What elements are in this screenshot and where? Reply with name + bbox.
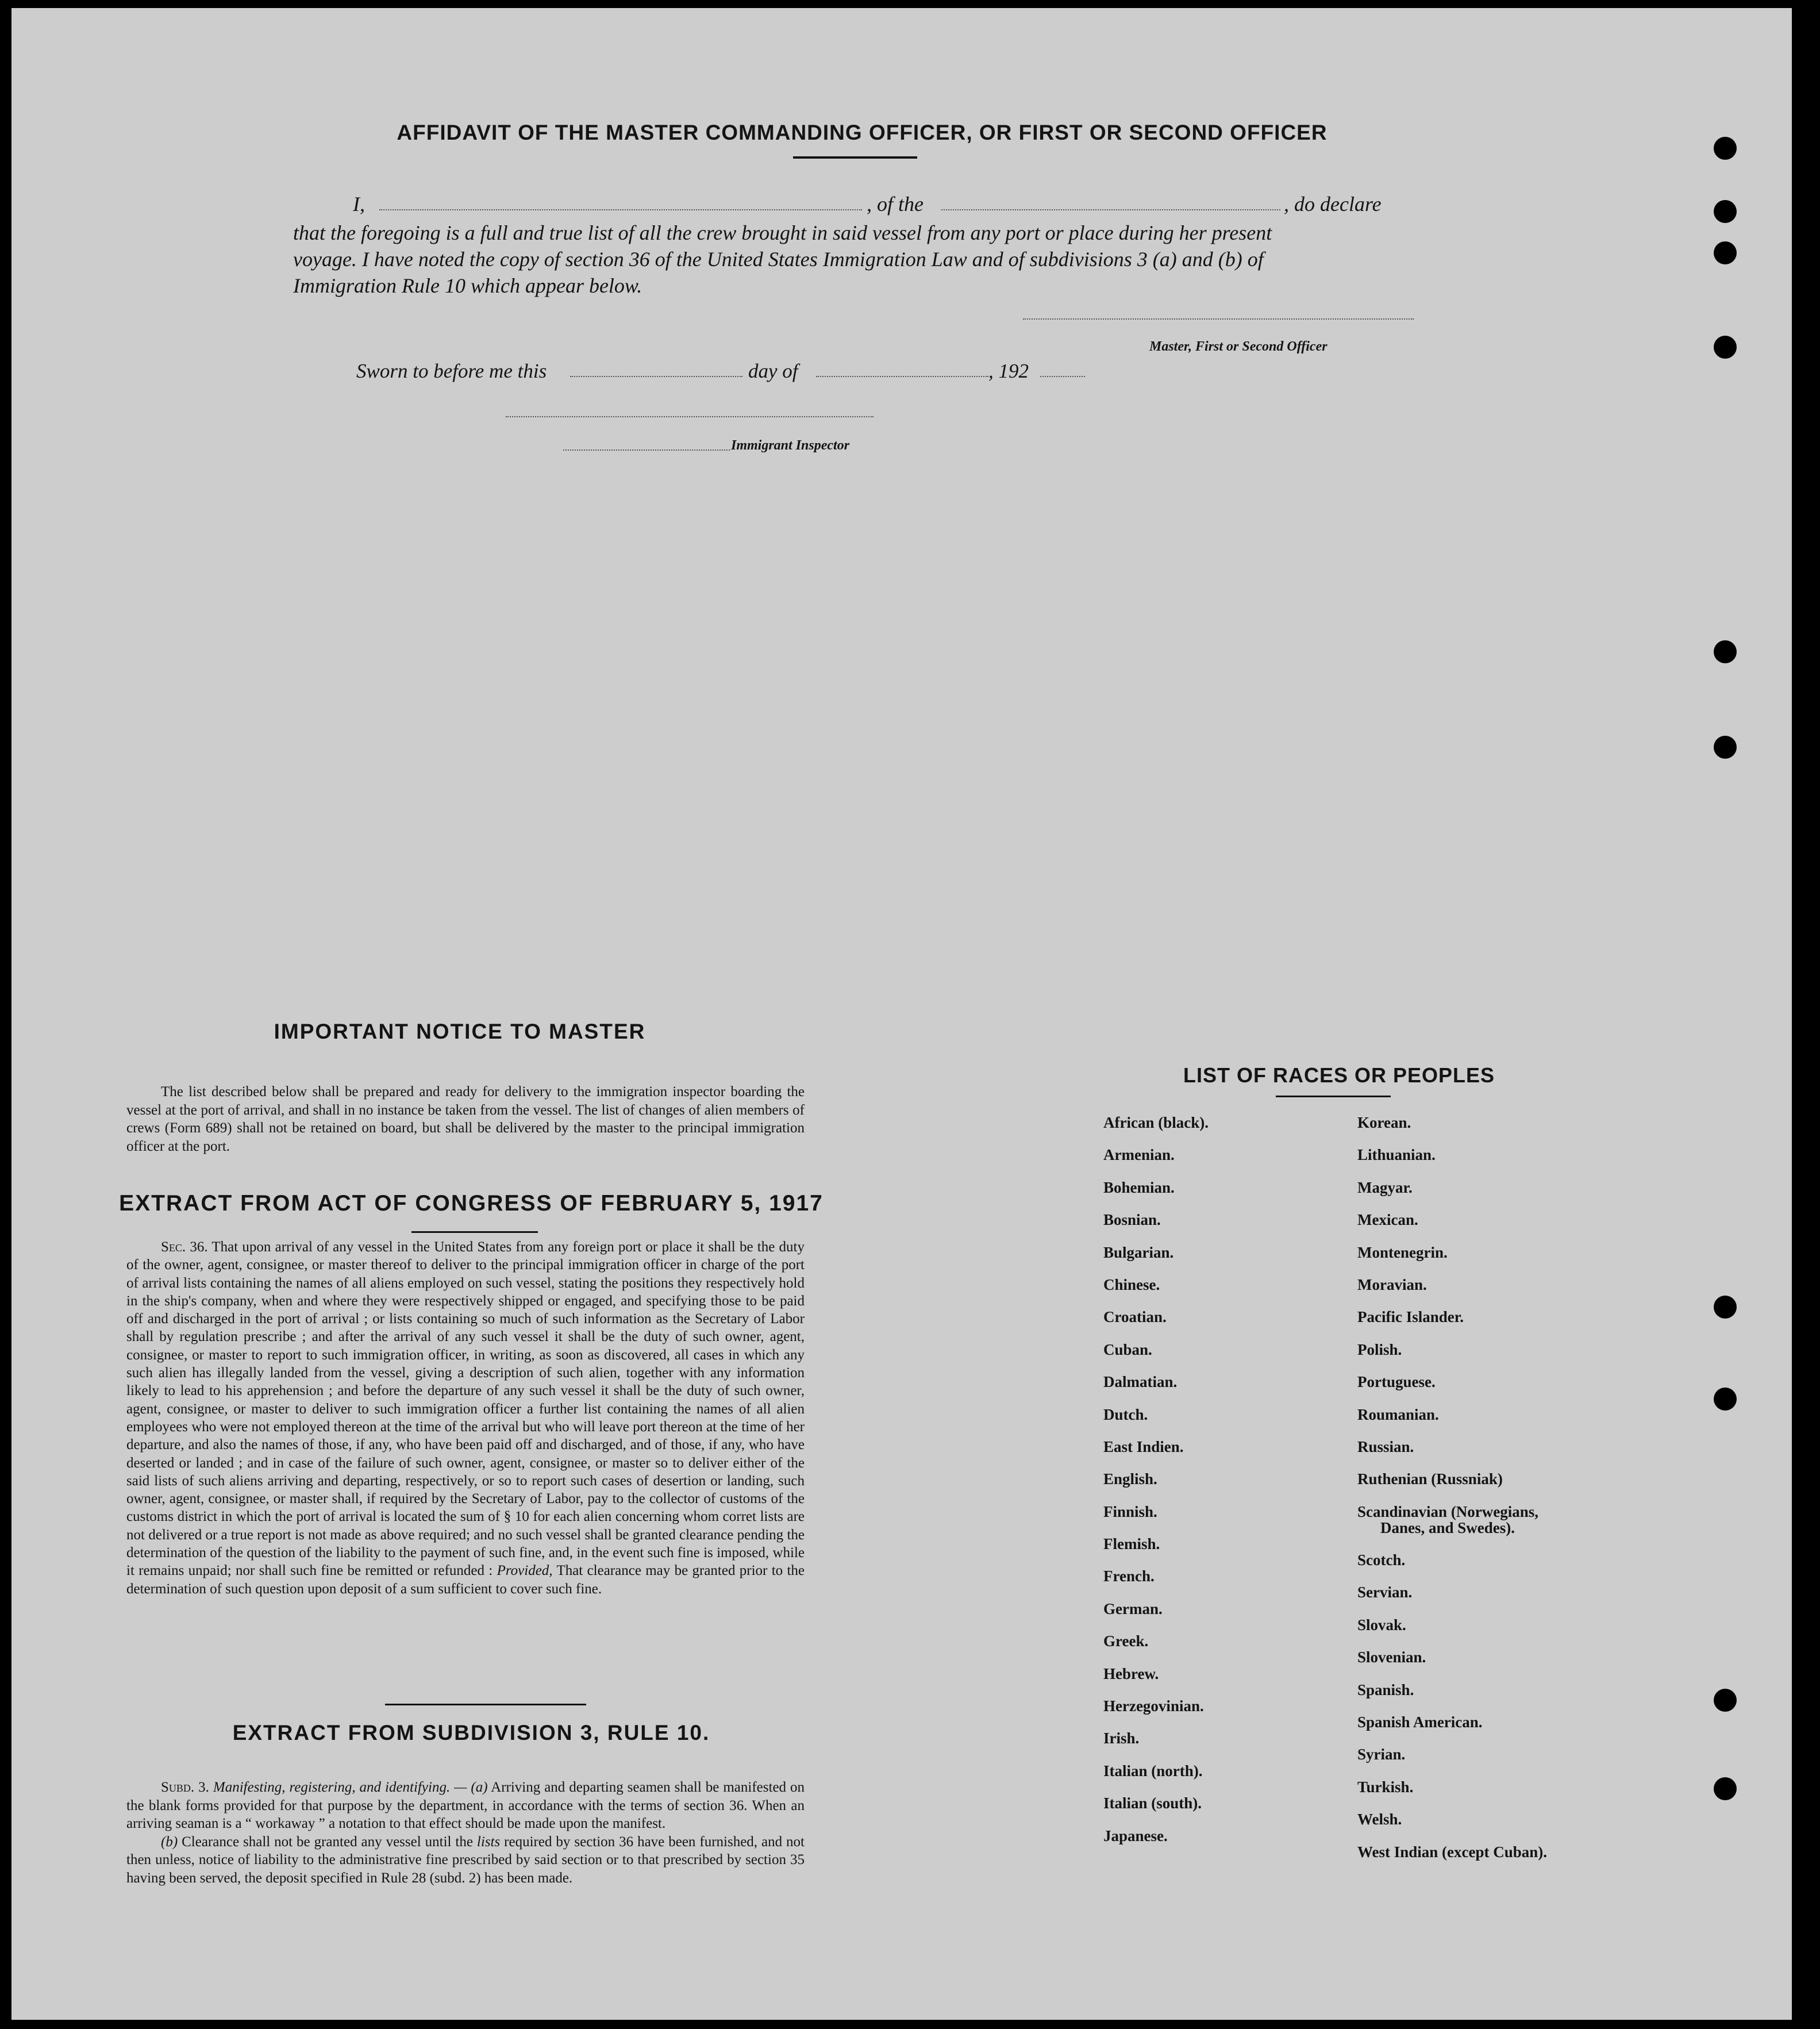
sworn-prefix: Sworn to before me this: [356, 360, 547, 382]
section-divider: [385, 1704, 586, 1705]
lists-word: lists: [476, 1834, 501, 1850]
race-list-item: French.: [1103, 1567, 1155, 1585]
punch-hole: [1714, 200, 1737, 223]
race-list-item: Bosnian.: [1103, 1211, 1161, 1229]
race-list-item: Magyar.: [1357, 1178, 1413, 1196]
races-column-right: [1357, 1114, 1547, 1876]
sworn-year-field[interactable]: [1040, 376, 1085, 377]
declaration-line: that the foregoing is a full and true list of all the crew brought in said vessel from any port or place during her present: [293, 221, 1272, 244]
race-list-item: Lithuanian.: [1357, 1146, 1436, 1164]
race-list-item: Spanish American.: [1357, 1713, 1483, 1731]
punch-hole: [1714, 241, 1737, 264]
sworn-month-field[interactable]: [816, 376, 988, 377]
sworn-day-of-label: day of: [748, 360, 798, 382]
race-list-item: Spanish.: [1357, 1681, 1414, 1698]
punch-hole: [1714, 736, 1737, 759]
race-list-item: Ruthenian (Russniak): [1357, 1470, 1503, 1488]
race-list-item: Finnish.: [1103, 1502, 1157, 1520]
form-page: [11, 8, 1792, 2020]
paragraph-b-body: Clearance shall not be granted any vessel until the: [182, 1834, 473, 1850]
race-list-item: Japanese.: [1103, 1827, 1168, 1844]
subdivision-3-text: [126, 1778, 805, 1887]
race-list-item: Scotch.: [1357, 1551, 1406, 1569]
race-list-item: Welsh.: [1357, 1811, 1402, 1828]
race-list-item: Herzegovinian.: [1103, 1697, 1204, 1715]
race-list-item: Syrian.: [1357, 1746, 1406, 1763]
punch-hole: [1714, 1689, 1737, 1712]
race-list-item: Italian (south).: [1103, 1794, 1202, 1812]
inspector-label: Immigrant Inspector: [731, 438, 850, 453]
punch-hole: [1714, 640, 1737, 663]
section-label: Sec. 36.: [161, 1239, 208, 1255]
race-list-item: Polish.: [1357, 1340, 1402, 1358]
declarant-prefix: I,: [353, 193, 365, 216]
races-title: LIST OF RACES OR PEOPLES: [1183, 1063, 1495, 1087]
notice-title: IMPORTANT NOTICE TO MASTER: [274, 1020, 646, 1043]
race-list-item: Dalmatian.: [1103, 1373, 1178, 1391]
section-body-end: That clearance may be granted prior to the determination of such question upon deposit of a sum sufficient to cover such fine.: [126, 1563, 805, 1597]
paragraph-b-body-end: required by section 36 have been furnished, and not then unless, notice of liability to the administrative fine prescribed by said section or to that prescribed by section 35 having been served, the deposit specified in Rule 28 (subd. 2) has been made.: [126, 1834, 805, 1886]
master-signature-label: Master, First or Second Officer: [1149, 339, 1328, 354]
paragraph-b: [126, 1833, 805, 1888]
inspector-signature-line[interactable]: [506, 416, 874, 417]
race-list-item: Cuban.: [1103, 1340, 1152, 1358]
of-the-label: , of the: [867, 193, 924, 216]
section-36-text: [126, 1238, 805, 1598]
race-list-item: Croatian.: [1103, 1308, 1167, 1326]
races-title-underline: [1276, 1096, 1391, 1097]
punch-hole: [1714, 336, 1737, 359]
race-list-item: Danes, and Swedes).: [1380, 1519, 1515, 1536]
paragraph-a-body: Arriving and departing seamen shall be manifested on the blank forms provided for that purpose by the department, in accordance with the terms of section 36. When an arriving seaman is a “ workaway ” a notation to that effect should be made upon the manifest.: [126, 1780, 805, 1831]
race-list-item: Dutch.: [1103, 1405, 1148, 1423]
race-list-item: Turkish.: [1357, 1778, 1414, 1796]
declaration-line: voyage. I have noted the copy of section 36 of the United States Immigration Law and of subdivisions 3 (a) and (b) of: [293, 248, 1264, 271]
race-list-item: Slovenian.: [1357, 1648, 1426, 1666]
race-list-item: Korean.: [1357, 1114, 1411, 1131]
race-list-item: Moravian.: [1357, 1275, 1427, 1293]
sworn-year-label: , 192: [988, 360, 1029, 382]
affidavit-title: AFFIDAVIT OF THE MASTER COMMANDING OFFICER, OR FIRST OR SECOND OFFICER: [397, 121, 1328, 144]
paragraph-a: [126, 1778, 805, 1833]
punch-hole: [1714, 1777, 1737, 1800]
race-list-item: East Indien.: [1103, 1438, 1184, 1455]
race-list-item: West Indian (except Cuban).: [1357, 1843, 1548, 1861]
race-list-item: Russian.: [1357, 1438, 1414, 1455]
title-underline: [793, 156, 917, 159]
race-list-item: German.: [1103, 1600, 1163, 1617]
race-list-item: Montenegrin.: [1357, 1243, 1448, 1261]
race-list-item: Scandinavian (Norwegians,: [1357, 1502, 1539, 1520]
declaration-line: Immigration Rule 10 which appear below.: [293, 274, 642, 297]
race-list-item: African (black).: [1103, 1114, 1209, 1131]
section-body: That upon arrival of any vessel in the United States from any foreign port or place it shall be the duty of the owner, agent, consignee, or master thereof to deliver to the principal immigration officer in charge of the port of arrival lists containing the names of all aliens employed on such vessel, stating the positions they respectively hold in the ship's company, when and where they were respectively shipped or engaged, and specifying those to be paid off and discharged in the port of arrival ; or lists containing so much of such information as the Secretary of Labor shall by regulation prescribe ; and after the arrival of any such vessel it shall be the duty of such owner, agent, consignee, or master to report to such immigration officer, in writing, as soon as discovered, all cases in which any such alien has illegally landed from the vessel, giving a description of such alien, together with any information likely to lead to his apprehension ; and before the departure of any such vessel it shall be the duty of such owner, agent, consignee, or master to deliver to such immigration officer a further list containing the names of all alien employees who were not employed thereon at the time of the arrival but who will leave port thereon at the time of her departure, and also the names of those, if any, who have been paid off and discharged, and of those, if any, who have deserted or landed ; and in case of the failure of such owner, agent, consignee, or master so to deliver either of the said lists of such aliens arriving and departing, respectively, or so to report such cases of desertion or landing, such owner, agent, consignee, or master shall, if required by the Secretary of Labor, pay to the collector of customs of the customs district in which the port of arrival is located the sum of § 10 for each alien concerning whom corret lists are not delivered or a true report is not made as above required; and no such vessel shall be granted clearance pending the determination of the question of the liability to the payment of such fine, and, in the event such fine is imposed, while it remains unpaid; nor shall such fine be remitted or refunded :: [126, 1239, 805, 1579]
race-list-item: Flemish.: [1103, 1535, 1160, 1553]
sworn-day-field[interactable]: [570, 376, 742, 377]
race-list-item: Pacific Islander.: [1357, 1308, 1464, 1326]
paragraph-b-label: (b): [161, 1834, 178, 1850]
race-list-item: Bulgarian.: [1103, 1243, 1174, 1261]
race-list-item: Slovak.: [1357, 1616, 1406, 1634]
race-list-item: English.: [1103, 1470, 1157, 1488]
race-list-item: Hebrew.: [1103, 1665, 1159, 1682]
do-declare-label: , do declare: [1284, 193, 1382, 216]
race-list-item: Italian (north).: [1103, 1762, 1203, 1780]
punch-hole: [1714, 137, 1737, 160]
punch-hole: [1714, 1388, 1737, 1411]
race-list-item: Bohemian.: [1103, 1178, 1175, 1196]
race-list-item: Armenian.: [1103, 1146, 1175, 1164]
declarant-name-field[interactable]: [379, 209, 862, 210]
vessel-name-field[interactable]: [941, 209, 1280, 210]
notice-text: The list described below shall be prepared and ready for delivery to the immigration inspector boarding the vessel at the port of arrival, and shall in no instance be taken from the vessel. The list of changes of alien members of crews (Form 689) shall not be retained on board, but shall be delivered by the master to the principal immigration officer at the port.: [126, 1084, 805, 1154]
provided-word: Provided,: [497, 1563, 553, 1579]
race-list-item: Greek.: [1103, 1632, 1149, 1650]
inspector-name-line[interactable]: [563, 449, 730, 451]
subd-label: Subd. 3.: [161, 1780, 209, 1795]
section-divider: [411, 1231, 538, 1233]
race-list-item: Servian.: [1357, 1584, 1413, 1601]
subd-heading: Manifesting, registering, and identifying. — (a): [213, 1780, 488, 1795]
race-list-item: Roumanian.: [1357, 1405, 1439, 1423]
race-list-item: Portuguese.: [1357, 1373, 1436, 1391]
race-list-item: Chinese.: [1103, 1275, 1160, 1293]
race-list-item: Mexican.: [1357, 1211, 1418, 1229]
master-signature-line[interactable]: [1023, 318, 1414, 320]
punch-hole: [1714, 1296, 1737, 1319]
races-column-left: [1103, 1114, 1209, 1859]
extract-act-title: EXTRACT FROM ACT OF CONGRESS OF FEBRUARY 5, 1917: [119, 1191, 824, 1216]
race-list-item: Irish.: [1103, 1730, 1140, 1747]
extract-rule-title: EXTRACT FROM SUBDIVISION 3, RULE 10.: [232, 1721, 710, 1744]
